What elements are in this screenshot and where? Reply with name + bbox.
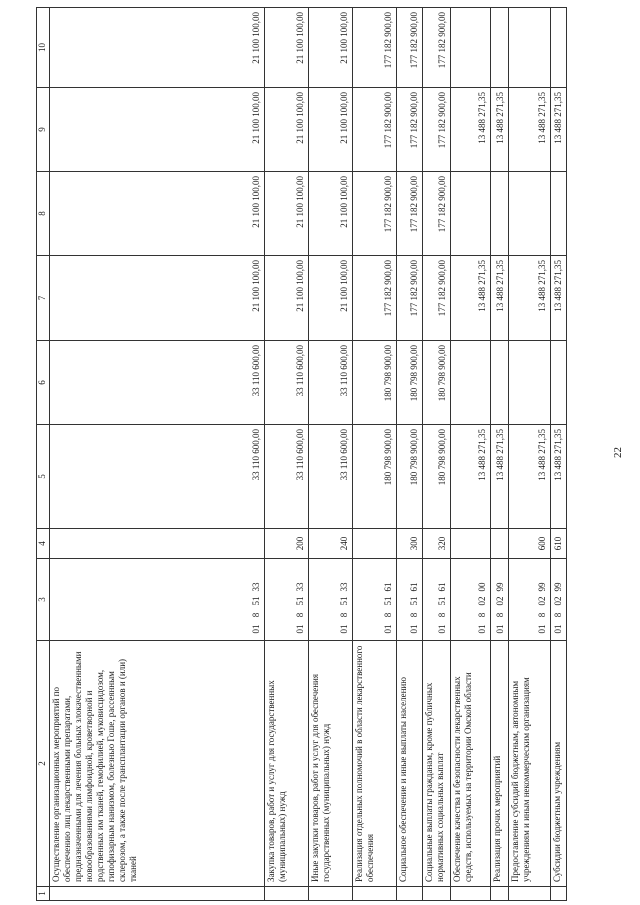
row-code bbox=[423, 559, 451, 641]
code-part: 8 bbox=[553, 612, 563, 618]
amount-cell-c6 bbox=[451, 341, 491, 425]
code-part: 33 bbox=[295, 582, 305, 592]
row-expense-type: 600 bbox=[509, 529, 551, 559]
row-expense-type bbox=[491, 529, 509, 559]
row-expense-type: 610 bbox=[551, 529, 567, 559]
row-name: Социальные выплаты гражданам, кроме публичных нормативных социальных выплат bbox=[423, 641, 451, 887]
table-row bbox=[309, 8, 353, 901]
row-name: Реализация прочих мероприятий bbox=[491, 641, 509, 887]
table-row bbox=[551, 8, 567, 901]
amount-cell-c9: 13 488 271,35 bbox=[551, 88, 567, 172]
table-row bbox=[451, 8, 491, 901]
amount-cell-c10 bbox=[451, 8, 491, 88]
column-header: 8 bbox=[37, 172, 50, 256]
amount-cell-c8: 177 182 900,00 bbox=[423, 172, 451, 256]
code-part: 61 bbox=[437, 582, 447, 592]
code-part: 8 bbox=[537, 612, 547, 618]
row-expense-type bbox=[451, 529, 491, 559]
amount-cell-c9: 21 100 100,00 bbox=[50, 88, 265, 172]
column-header: 2 bbox=[37, 641, 50, 887]
amount-cell-c6: 33 110 600,00 bbox=[50, 341, 265, 425]
amount-cell-c9: 13 488 271,35 bbox=[491, 88, 509, 172]
amount-cell-c7: 177 182 900,00 bbox=[353, 256, 397, 341]
code-part: 99 bbox=[537, 582, 547, 592]
amount-cell-c5: 13 488 271,35 bbox=[551, 425, 567, 529]
column-header: 4 bbox=[37, 529, 50, 559]
code-part: 8 bbox=[383, 612, 393, 618]
table-row bbox=[423, 8, 451, 901]
code-part: 8 bbox=[495, 612, 505, 618]
amount-cell-c10 bbox=[491, 8, 509, 88]
code-part: 51 bbox=[383, 596, 393, 606]
row-index-cell bbox=[50, 887, 265, 901]
amount-cell-c9: 21 100 100,00 bbox=[309, 88, 353, 172]
row-index-cell bbox=[551, 887, 567, 901]
table-row bbox=[509, 8, 551, 901]
code-part: 8 bbox=[409, 612, 419, 618]
amount-cell-c6 bbox=[491, 341, 509, 425]
row-code bbox=[491, 559, 509, 641]
column-header: 1 bbox=[37, 887, 50, 901]
budget-table bbox=[36, 7, 567, 901]
amount-cell-c10 bbox=[551, 8, 567, 88]
code-part: 01 bbox=[477, 624, 487, 634]
row-expense-type: 300 bbox=[397, 529, 423, 559]
row-code bbox=[551, 559, 567, 641]
code-part: 01 bbox=[553, 624, 563, 634]
amount-cell-c6: 180 798 900,00 bbox=[353, 341, 397, 425]
amount-cell-c9: 21 100 100,00 bbox=[265, 88, 309, 172]
row-index-cell bbox=[265, 887, 309, 901]
row-index-cell bbox=[509, 887, 551, 901]
code-part: 51 bbox=[409, 596, 419, 606]
row-code bbox=[509, 559, 551, 641]
amount-cell-c8: 21 100 100,00 bbox=[309, 172, 353, 256]
amount-cell-c6: 33 110 600,00 bbox=[265, 341, 309, 425]
amount-cell-c7: 13 488 271,35 bbox=[551, 256, 567, 341]
code-part: 01 bbox=[295, 624, 305, 634]
amount-cell-c9: 177 182 900,00 bbox=[423, 88, 451, 172]
code-part: 01 bbox=[339, 624, 349, 634]
row-index-cell bbox=[397, 887, 423, 901]
row-index-cell bbox=[423, 887, 451, 901]
code-part: 33 bbox=[251, 582, 261, 592]
code-part: 51 bbox=[437, 596, 447, 606]
table-row bbox=[353, 8, 397, 901]
row-expense-type bbox=[50, 529, 265, 559]
amount-cell-c6 bbox=[551, 341, 567, 425]
column-header: 6 bbox=[37, 341, 50, 425]
column-header: 7 bbox=[37, 256, 50, 341]
row-expense-type: 240 bbox=[309, 529, 353, 559]
row-index-cell bbox=[451, 887, 491, 901]
table-row bbox=[397, 8, 423, 901]
row-name: Субсидии бюджетным учреждениям bbox=[551, 641, 567, 887]
row-index-cell bbox=[353, 887, 397, 901]
amount-cell-c8: 177 182 900,00 bbox=[353, 172, 397, 256]
code-part: 01 bbox=[409, 624, 419, 634]
code-part: 01 bbox=[251, 624, 261, 634]
row-expense-type: 320 bbox=[423, 529, 451, 559]
row-name: Иные закупки товаров, работ и услуг для обеспечения государственных (муниципальных) нужд bbox=[309, 641, 353, 887]
amount-cell-c8 bbox=[551, 172, 567, 256]
amount-cell-c10: 21 100 100,00 bbox=[265, 8, 309, 88]
code-part: 61 bbox=[383, 582, 393, 592]
code-part: 01 bbox=[495, 624, 505, 634]
amount-cell-c10: 177 182 900,00 bbox=[397, 8, 423, 88]
code-part: 99 bbox=[495, 582, 505, 592]
amount-cell-c7: 21 100 100,00 bbox=[50, 256, 265, 341]
amount-cell-c9: 13 488 271,35 bbox=[451, 88, 491, 172]
code-part: 01 bbox=[437, 624, 447, 634]
amount-cell-c6: 180 798 900,00 bbox=[423, 341, 451, 425]
code-part: 99 bbox=[553, 582, 563, 592]
amount-cell-c10: 177 182 900,00 bbox=[353, 8, 397, 88]
code-part: 02 bbox=[537, 596, 547, 606]
row-expense-type: 200 bbox=[265, 529, 309, 559]
amount-cell-c7: 177 182 900,00 bbox=[397, 256, 423, 341]
code-part: 61 bbox=[409, 582, 419, 592]
amount-cell-c8: 21 100 100,00 bbox=[265, 172, 309, 256]
amount-cell-c10 bbox=[509, 8, 551, 88]
amount-cell-c9: 13 488 271,35 bbox=[509, 88, 551, 172]
row-name: Осуществление организационных мероприятий по обеспечению лиц лекарственными препаратами, предназначенными для лечения больных злокачественными новообразованиями лимфоидной, кроветворной и родственных им тканей, гемофилией, муковисцидозом, гипофизарным нанизмом, болезнью Гоше, рассеянным склерозом, а также после трансплантации органов и (или) тканей bbox=[50, 641, 265, 887]
code-part: 51 bbox=[295, 596, 305, 606]
amount-cell-c6: 180 798 900,00 bbox=[397, 341, 423, 425]
amount-cell-c7: 13 488 271,35 bbox=[491, 256, 509, 341]
amount-cell-c7: 13 488 271,35 bbox=[451, 256, 491, 341]
row-code bbox=[353, 559, 397, 641]
amount-cell-c7: 177 182 900,00 bbox=[423, 256, 451, 341]
amount-cell-c9: 177 182 900,00 bbox=[353, 88, 397, 172]
amount-cell-c10: 177 182 900,00 bbox=[423, 8, 451, 88]
row-code bbox=[265, 559, 309, 641]
table-row bbox=[50, 8, 265, 901]
code-part: 8 bbox=[251, 612, 261, 618]
row-index-cell bbox=[309, 887, 353, 901]
amount-cell-c9: 177 182 900,00 bbox=[397, 88, 423, 172]
code-part: 51 bbox=[339, 596, 349, 606]
amount-cell-c8 bbox=[491, 172, 509, 256]
amount-cell-c5: 180 798 900,00 bbox=[423, 425, 451, 529]
code-part: 02 bbox=[495, 596, 505, 606]
page-number: 22 bbox=[612, 447, 624, 458]
amount-cell-c6 bbox=[509, 341, 551, 425]
row-name: Социальное обеспечение и иные выплаты населению bbox=[397, 641, 423, 887]
amount-cell-c5: 180 798 900,00 bbox=[397, 425, 423, 529]
amount-cell-c5: 180 798 900,00 bbox=[353, 425, 397, 529]
row-code bbox=[451, 559, 491, 641]
amount-cell-c8 bbox=[509, 172, 551, 256]
code-part: 8 bbox=[295, 612, 305, 618]
amount-cell-c7: 21 100 100,00 bbox=[309, 256, 353, 341]
amount-cell-c10: 21 100 100,00 bbox=[309, 8, 353, 88]
table-row bbox=[491, 8, 509, 901]
amount-cell-c7: 21 100 100,00 bbox=[265, 256, 309, 341]
code-part: 01 bbox=[537, 624, 547, 634]
amount-cell-c8: 177 182 900,00 bbox=[397, 172, 423, 256]
amount-cell-c5: 13 488 271,35 bbox=[451, 425, 491, 529]
code-part: 02 bbox=[477, 596, 487, 606]
row-name: Предоставление субсидий бюджетным, автономным учреждениям и иным некоммерческим организациям bbox=[509, 641, 551, 887]
code-part: 8 bbox=[339, 612, 349, 618]
row-name: Обеспечение качества и безопасности лекарственных средств, используемых на территории Омской области bbox=[451, 641, 491, 887]
amount-cell-c5: 33 110 600,00 bbox=[309, 425, 353, 529]
row-code bbox=[50, 559, 265, 641]
code-part: 8 bbox=[437, 612, 447, 618]
code-part: 8 bbox=[477, 612, 487, 618]
amount-cell-c7: 13 488 271,35 bbox=[509, 256, 551, 341]
amount-cell-c5: 33 110 600,00 bbox=[50, 425, 265, 529]
header-row bbox=[37, 8, 50, 901]
amount-cell-c8 bbox=[451, 172, 491, 256]
code-part: 02 bbox=[553, 596, 563, 606]
amount-cell-c5: 33 110 600,00 bbox=[265, 425, 309, 529]
row-name: Реализация отдельных полномочий в области лекарственного обеспечения bbox=[353, 641, 397, 887]
row-code bbox=[309, 559, 353, 641]
row-index-cell bbox=[491, 887, 509, 901]
code-part: 00 bbox=[477, 582, 487, 592]
column-header: 5 bbox=[37, 425, 50, 529]
amount-cell-c10: 21 100 100,00 bbox=[50, 8, 265, 88]
code-part: 33 bbox=[339, 582, 349, 592]
column-header: 9 bbox=[37, 88, 50, 172]
amount-cell-c5: 13 488 271,35 bbox=[491, 425, 509, 529]
column-header: 10 bbox=[37, 8, 50, 88]
row-expense-type bbox=[353, 529, 397, 559]
row-code bbox=[397, 559, 423, 641]
column-header: 3 bbox=[37, 559, 50, 641]
table-row bbox=[265, 8, 309, 901]
amount-cell-c6: 33 110 600,00 bbox=[309, 341, 353, 425]
code-part: 51 bbox=[251, 596, 261, 606]
amount-cell-c5: 13 488 271,35 bbox=[509, 425, 551, 529]
code-part: 01 bbox=[383, 624, 393, 634]
amount-cell-c8: 21 100 100,00 bbox=[50, 172, 265, 256]
row-name: Закупка товаров, работ и услуг для государственных (муниципальных) нужд bbox=[265, 641, 309, 887]
